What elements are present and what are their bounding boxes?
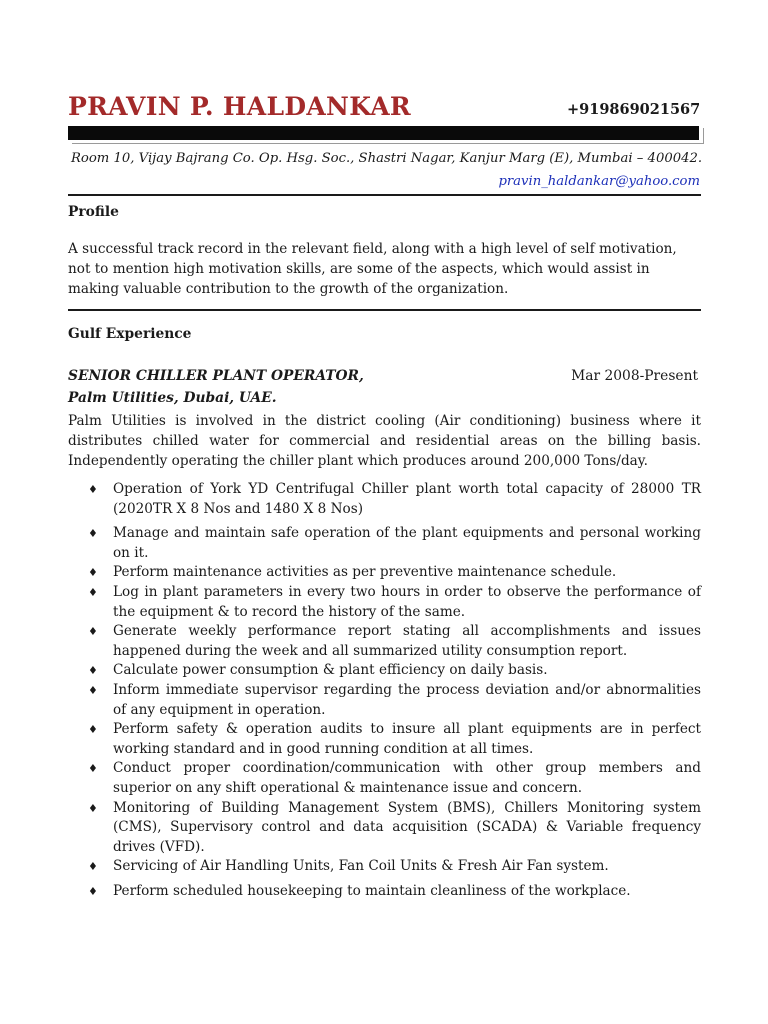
duty-item: ♦ Monitoring of Building Management System (BMS), Chillers Monitoring system (CMS), Supervisory control and data acquisition (SCADA) & Variable frequency drives (VFD).: [88, 799, 701, 855]
experience-heading: Gulf Experience: [68, 326, 192, 342]
duty-item: ♦ Perform scheduled housekeeping to maintain cleanliness of the workplace.: [88, 882, 701, 902]
duties-list: [88, 480, 701, 901]
phone-number: +919869021567: [567, 101, 701, 118]
diamond-bullet-icon: ♦: [88, 625, 98, 639]
diamond-bullet-icon: ♦: [88, 585, 98, 599]
diamond-bullet-icon: ♦: [88, 801, 98, 815]
duty-item: ♦ Operation of York YD Centrifugal Chiller plant worth total capacity of 28000 TR (2020TR X 8 Nos and 1480 X 8 Nos): [88, 481, 701, 517]
diamond-bullet-icon: ♦: [88, 483, 98, 496]
profile-text: A successful track record in the relevant field, along with a high level of self motivation, not to mention high motivation skills, are some of the aspects, which would assist in making valuable contribution to the growth of the organization.: [68, 241, 677, 297]
job-dates: Mar 2008-Present: [571, 368, 698, 384]
diamond-bullet-icon: ♦: [88, 884, 98, 898]
candidate-name: PRAVIN P. HALDANKAR: [68, 92, 411, 121]
duty-item: ♦ Perform safety & operation audits to insure all plant equipments are in perfect working standard and in good running condition at all times.: [88, 721, 701, 757]
diamond-bullet-icon: ♦: [88, 683, 98, 697]
duty-item: ♦ Calculate power consumption & plant efficiency on daily basis.: [88, 661, 701, 681]
divider-profile: [68, 309, 701, 311]
duty-item: ♦ Inform immediate supervisor regarding the process deviation and/or abnormalities of any equipment in operation.: [88, 681, 701, 718]
divider-top: [68, 194, 701, 196]
email-link[interactable]: pravin_haldankar@yahoo.com: [498, 174, 700, 189]
diamond-bullet-icon: ♦: [88, 762, 98, 776]
header-bar: [68, 126, 699, 140]
job-position: SENIOR CHILLER PLANT OPERATOR,: [68, 368, 364, 384]
address: Room 10, Vijay Bajrang Co. Op. Hsg. Soc., Shastri Nagar, Kanjur Marg (E), Mumbai – 400042.: [71, 151, 703, 166]
duty-item: ♦ Log in plant parameters in every two hours in order to observe the performance of the equipment & to record the history of the same.: [88, 583, 701, 620]
duty-item: ♦ Perform maintenance activities as per preventive maintenance schedule.: [88, 563, 701, 583]
diamond-bullet-icon: ♦: [88, 860, 98, 874]
diamond-bullet-icon: ♦: [88, 527, 98, 541]
profile-heading: Profile: [68, 204, 119, 220]
diamond-bullet-icon: ♦: [88, 664, 98, 678]
duty-item: ♦ Generate weekly performance report stating all accomplishments and issues happened during the week and all summarized utility consumption report.: [88, 623, 701, 659]
company-name: Palm Utilities, Dubai, UAE.: [68, 390, 277, 406]
duty-item: ♦ Servicing of Air Handling Units, Fan Coil Units & Fresh Air Fan system.: [88, 857, 701, 877]
duty-item: ♦ Manage and maintain safe operation of the plant equipments and personal working on it.: [88, 525, 701, 561]
diamond-bullet-icon: ♦: [88, 723, 98, 737]
diamond-bullet-icon: ♦: [88, 566, 98, 580]
job-description: Palm Utilities is involved in the district cooling (Air conditioning) business where it distributes chilled water for commercial and residential areas on the billing basis. Independently operating the chiller plant which produces around 200,000 Tons/day.: [68, 413, 701, 469]
duty-item: ♦ Conduct proper coordination/communication with other group members and superior on any shift operational & maintenance issue and concern.: [88, 760, 701, 796]
